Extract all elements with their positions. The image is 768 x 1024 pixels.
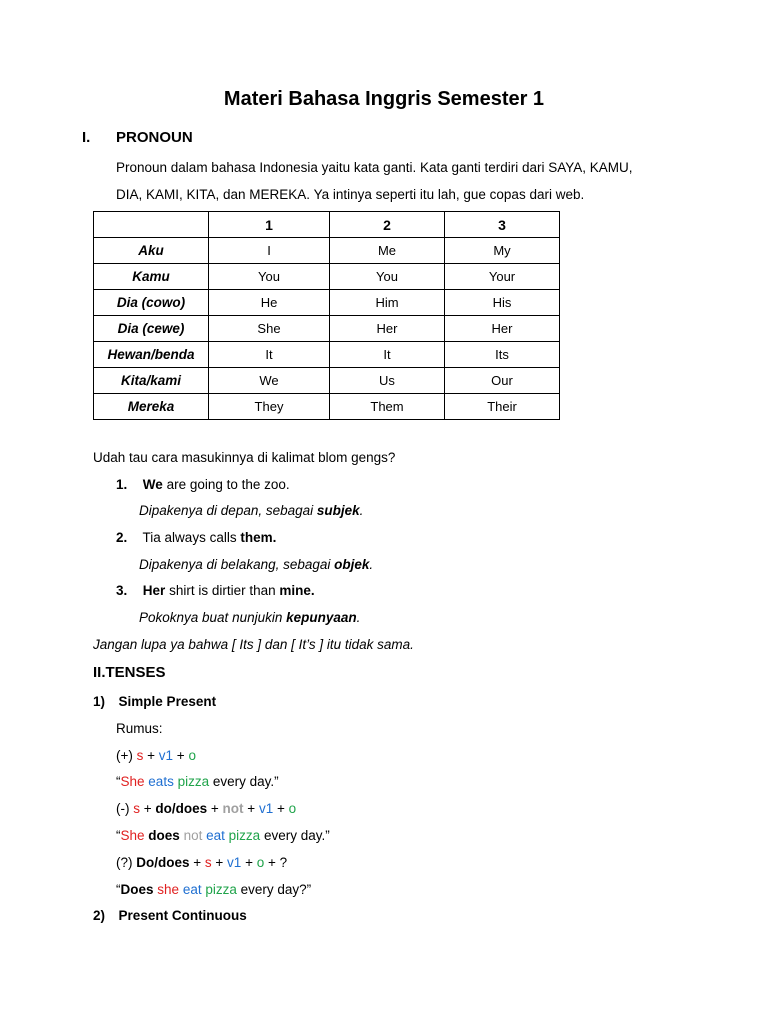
example-auxiliary: does xyxy=(148,828,180,843)
table-cell: Her xyxy=(445,316,560,342)
subsection-title: Present Continuous xyxy=(118,908,247,923)
note-keyword: kepunyaan xyxy=(286,610,357,625)
table-row-label: Kamu xyxy=(94,264,209,290)
example-2-note xyxy=(139,557,373,572)
formula-plus: + xyxy=(207,801,223,816)
table-row xyxy=(94,316,560,342)
example-text: are going to the zoo. xyxy=(162,477,290,492)
table-cell: Us xyxy=(330,368,445,394)
example-subject: She xyxy=(120,828,145,843)
note-end: . xyxy=(359,503,364,518)
formula-plus: + xyxy=(143,748,159,763)
table-row-label: Mereka xyxy=(94,394,209,420)
table-row xyxy=(94,264,560,290)
table-header-cell xyxy=(94,212,209,238)
example-text: shirt is dirtier than xyxy=(165,583,280,598)
example-negation: not xyxy=(183,828,203,843)
formula-verb: v1 xyxy=(158,748,174,763)
table-row xyxy=(94,238,560,264)
subsection-number: 1) xyxy=(93,694,106,709)
section-heading-pronoun: PRONOUN xyxy=(116,129,193,146)
note-text: Dipakenya di belakang, sebagai xyxy=(139,557,335,572)
formula-auxiliary: do/does xyxy=(155,801,208,816)
formula-plus: + xyxy=(241,855,257,870)
table-cell: Their xyxy=(445,394,560,420)
example-end: every day?” xyxy=(236,882,312,897)
paragraph-line: Pronoun dalam bahasa Indonesia yaitu kata ganti. Kata ganti terdiri dari SAYA, KAMU, xyxy=(116,160,633,175)
formula-sign: (-) xyxy=(116,801,134,816)
table-row xyxy=(94,368,560,394)
table-row-label: Hewan/benda xyxy=(94,342,209,368)
open-quote: “ xyxy=(116,774,121,789)
subsection-title: Simple Present xyxy=(118,694,217,709)
formula-plus: + xyxy=(243,801,259,816)
list-number: 3. xyxy=(116,583,128,598)
table-cell: They xyxy=(209,394,330,420)
example-verb: eat xyxy=(182,882,202,897)
example-text: Tia always calls xyxy=(142,530,241,545)
formula-question-mark: ? xyxy=(279,855,288,870)
formula-positive xyxy=(116,748,196,763)
formula-subject: s xyxy=(204,855,212,870)
subsection-number: 2) xyxy=(93,908,106,923)
table-row xyxy=(94,290,560,316)
formula-question xyxy=(116,855,287,870)
pronoun-table xyxy=(93,211,560,420)
formula-object: o xyxy=(188,748,196,763)
subsection-present-continuous xyxy=(93,908,247,923)
table-cell: It xyxy=(209,342,330,368)
formula-sign: (?) xyxy=(116,855,137,870)
example-3-note xyxy=(139,610,360,625)
formula-sign: (+) xyxy=(116,748,137,763)
table-cell: We xyxy=(209,368,330,394)
note-keyword: subjek xyxy=(316,503,360,518)
list-number: 2. xyxy=(116,530,128,545)
example-subject: she xyxy=(157,882,180,897)
reminder-text: Jangan lupa ya bahwa [ Its ] dan [ It’s ] itu tidak sama. xyxy=(93,637,414,652)
table-row xyxy=(94,394,560,420)
rumus-label: Rumus: xyxy=(116,721,163,736)
formula-object: o xyxy=(256,855,265,870)
table-row-label: Dia (cewe) xyxy=(94,316,209,342)
note-keyword: objek xyxy=(334,557,370,572)
note-text: Pokoknya buat nunjukin xyxy=(139,610,287,625)
table-row-label: Kita/kami xyxy=(94,368,209,394)
table-row-label: Dia (cowo) xyxy=(94,290,209,316)
note-end: . xyxy=(369,557,374,572)
formula-plus: + xyxy=(189,855,205,870)
formula-plus: + xyxy=(211,855,228,870)
highlighted-pronoun: We xyxy=(142,477,163,492)
example-1 xyxy=(116,477,290,492)
formula-plus: + xyxy=(140,801,156,816)
table-cell: Your xyxy=(445,264,560,290)
example-verb: eat xyxy=(206,828,225,843)
formula-verb: v1 xyxy=(258,801,274,816)
table-cell: You xyxy=(209,264,330,290)
table-cell: He xyxy=(209,290,330,316)
example-auxiliary: Does xyxy=(120,882,154,897)
table-cell: She xyxy=(209,316,330,342)
formula-plus: + xyxy=(173,748,189,763)
formula-verb: v1 xyxy=(227,855,242,870)
list-number: 1. xyxy=(116,477,128,492)
table-cell: I xyxy=(209,238,330,264)
table-row xyxy=(94,342,560,368)
highlighted-pronoun: mine. xyxy=(279,583,315,598)
table-header-row xyxy=(94,212,560,238)
document-title: Materi Bahasa Inggris Semester 1 xyxy=(223,88,545,110)
formula-auxiliary: Do/does xyxy=(136,855,190,870)
table-cell: It xyxy=(330,342,445,368)
example-subject: She xyxy=(120,774,145,789)
section-number: I. xyxy=(82,129,91,146)
example-object: pizza xyxy=(228,828,261,843)
table-cell: Our xyxy=(445,368,560,394)
table-cell: Me xyxy=(330,238,445,264)
open-quote: “ xyxy=(116,882,121,897)
example-positive xyxy=(116,774,279,789)
example-object: pizza xyxy=(205,882,237,897)
subsection-simple-present xyxy=(93,694,216,709)
formula-plus: + xyxy=(264,855,280,870)
table-header-cell: 2 xyxy=(330,212,445,238)
example-object: pizza xyxy=(177,774,210,789)
table-header-cell: 1 xyxy=(209,212,330,238)
table-cell: You xyxy=(330,264,445,290)
paragraph-line: DIA, KAMI, KITA, dan MEREKA. Ya intinya seperti itu lah, gue copas dari web. xyxy=(116,187,585,202)
formula-negative xyxy=(116,801,296,816)
section-heading-tenses: II.TENSES xyxy=(93,664,166,681)
example-negative xyxy=(116,828,330,843)
example-end: every day.” xyxy=(260,828,330,843)
note-end: . xyxy=(356,610,361,625)
table-cell: Him xyxy=(330,290,445,316)
example-end: every day.” xyxy=(209,774,279,789)
formula-subject: s xyxy=(136,748,144,763)
highlighted-pronoun: them. xyxy=(240,530,277,545)
table-row-label: Aku xyxy=(94,238,209,264)
formula-object: o xyxy=(288,801,297,816)
table-cell: Them xyxy=(330,394,445,420)
question-text: Udah tau cara masukinnya di kalimat blom gengs? xyxy=(93,450,396,465)
formula-plus: + xyxy=(273,801,289,816)
table-cell: Her xyxy=(330,316,445,342)
open-quote: “ xyxy=(116,828,121,843)
example-verb: eats xyxy=(148,774,174,789)
example-2 xyxy=(116,530,276,545)
example-1-note xyxy=(139,503,363,518)
example-3 xyxy=(116,583,315,598)
highlighted-pronoun: Her xyxy=(142,583,166,598)
note-text: Dipakenya di depan, sebagai xyxy=(139,503,317,518)
table-cell: His xyxy=(445,290,560,316)
example-question xyxy=(116,882,311,897)
formula-negation: not xyxy=(222,801,244,816)
formula-subject: s xyxy=(133,801,140,816)
table-header-cell: 3 xyxy=(445,212,560,238)
table-cell: My xyxy=(445,238,560,264)
table-cell: Its xyxy=(445,342,560,368)
